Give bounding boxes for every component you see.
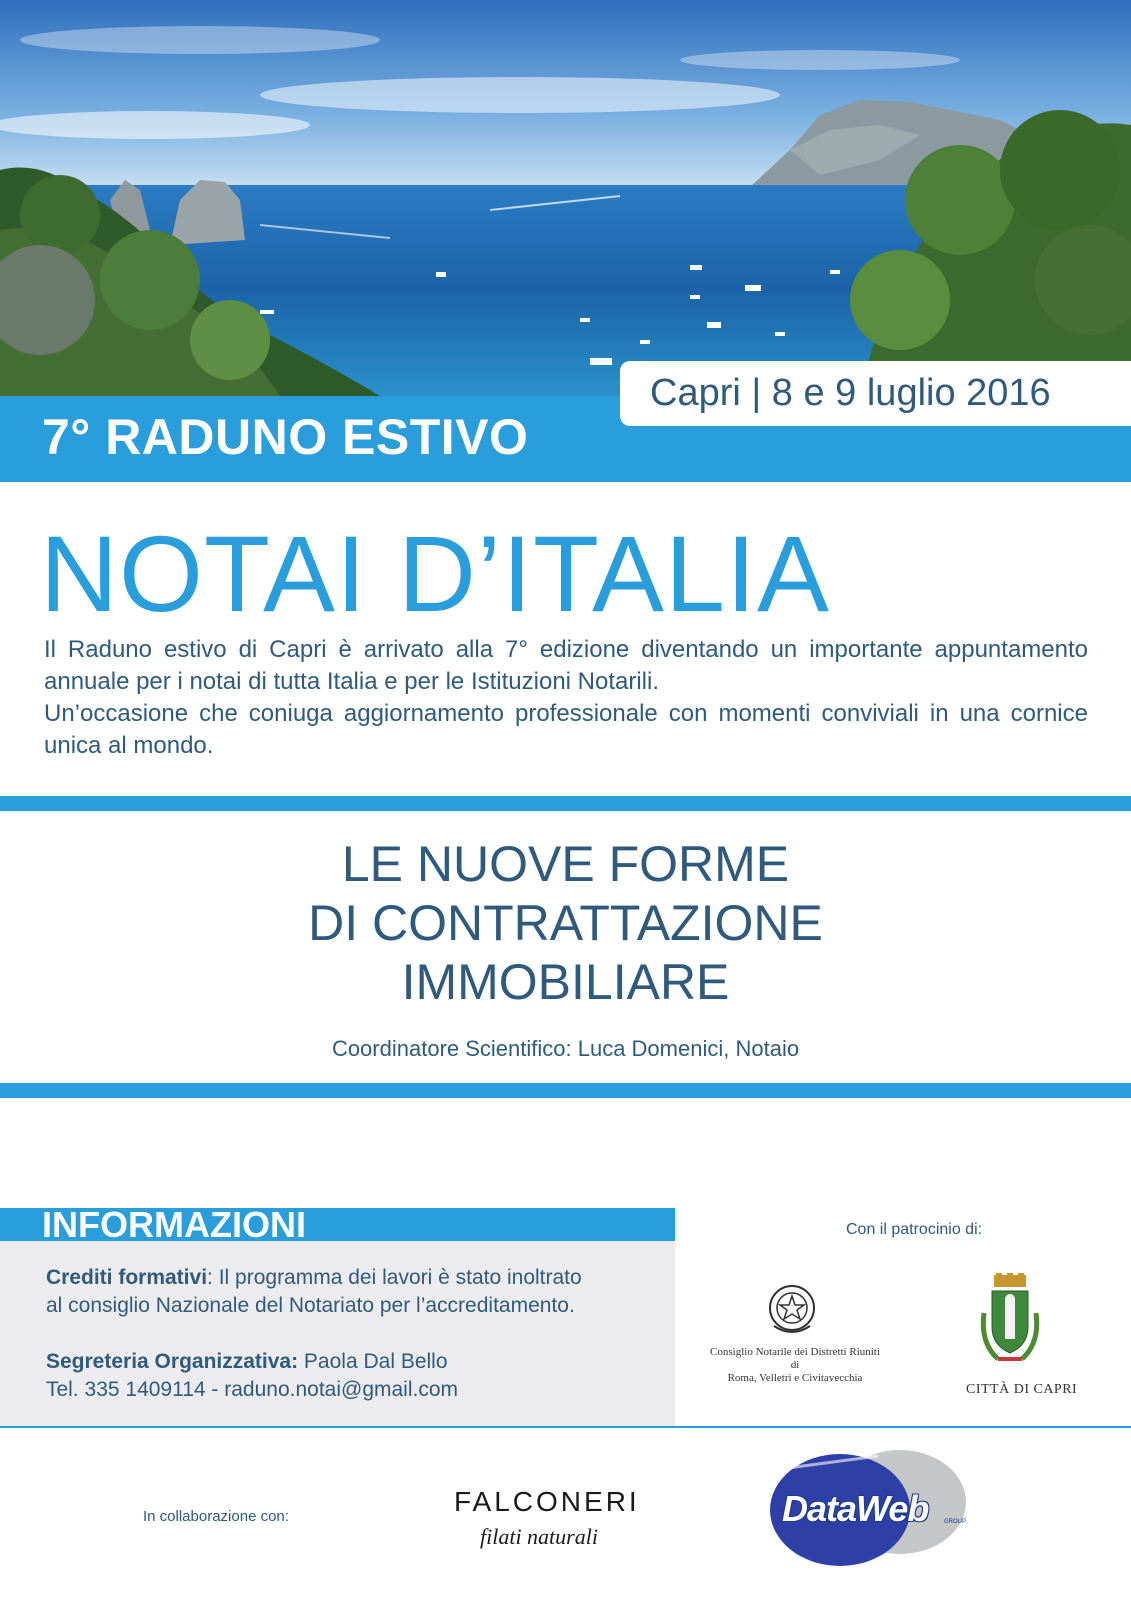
scientific-coordinator: Coordinatore Scientifico: Luca Domenici, Notaio bbox=[331, 1036, 800, 1061]
section-divider-bottom bbox=[0, 1083, 1131, 1098]
dataweb-logo-name: DataWeb bbox=[782, 1488, 929, 1529]
credits-line-2: al consiglio Nazionale del Notariato per l’accreditamento. bbox=[46, 1294, 575, 1317]
falconeri-logo-name: FALCONERI bbox=[454, 1486, 640, 1517]
credits-text-1: : Il programma dei lavori è stato inoltrato bbox=[207, 1266, 582, 1289]
secretary-label: Segreteria Organizzativa: bbox=[46, 1350, 299, 1373]
event-date-location: Capri | 8 e 9 luglio 2016 bbox=[650, 372, 1051, 414]
notary-council-line-2: di bbox=[790, 1359, 800, 1371]
secretary-line bbox=[46, 1350, 448, 1374]
contact-line: Tel. 335 1409114 - raduno.notai@gmail.com bbox=[46, 1378, 459, 1401]
topic-title bbox=[0, 835, 1131, 1012]
dataweb-logo-group: GROUP bbox=[944, 1519, 967, 1525]
topic-line-1: LE NUOVE FORME bbox=[341, 836, 790, 892]
hero-image-capri-seascape bbox=[0, 0, 1131, 396]
notary-council-name bbox=[700, 1346, 890, 1385]
patronage-label: Con il patrocinio di: bbox=[846, 1221, 983, 1238]
topic-line-2: DI CONTRATTAZIONE bbox=[308, 895, 823, 951]
intro-paragraph-2: Un’occasione che coniuga aggiornamento professionale con momenti conviviali in una cornice unica al mondo. bbox=[44, 700, 1088, 759]
main-title: NOTAI D’ITALIA bbox=[40, 513, 831, 634]
capri-city-crest-icon bbox=[978, 1273, 1042, 1377]
footer-divider bbox=[0, 1426, 1131, 1428]
seascape-illustration bbox=[0, 0, 1131, 396]
info-title: INFORMAZIONI bbox=[42, 1204, 306, 1245]
intro-paragraph-1: Il Raduno estivo di Capri è arrivato alla 7° edizione diventando un importante appuntamento annuale per i notai di tutta Italia e per le Istituzioni Notarili. bbox=[44, 636, 1088, 695]
italian-republic-emblem-icon bbox=[764, 1280, 820, 1340]
intro-text bbox=[44, 634, 1088, 762]
notary-council-line-1: Consiglio Notarile dei Distretti Riuniti bbox=[710, 1346, 880, 1358]
capri-city-label: CITTÀ DI CAPRI bbox=[966, 1382, 1078, 1397]
section-divider-top bbox=[0, 796, 1131, 811]
falconeri-logo-tagline: filati naturali bbox=[480, 1524, 598, 1549]
notary-council-line-3: Roma, Velletri e Civitavecchia bbox=[727, 1372, 863, 1384]
secretary-name: Paola Dal Bello bbox=[298, 1350, 448, 1373]
credits-line-1 bbox=[46, 1266, 582, 1290]
credits-label: Crediti formativi bbox=[46, 1266, 208, 1289]
collaboration-label: In collaborazione con: bbox=[143, 1508, 289, 1525]
event-edition-title: 7° RADUNO ESTIVO bbox=[42, 409, 529, 465]
topic-line-3: IMMOBILIARE bbox=[401, 954, 730, 1010]
